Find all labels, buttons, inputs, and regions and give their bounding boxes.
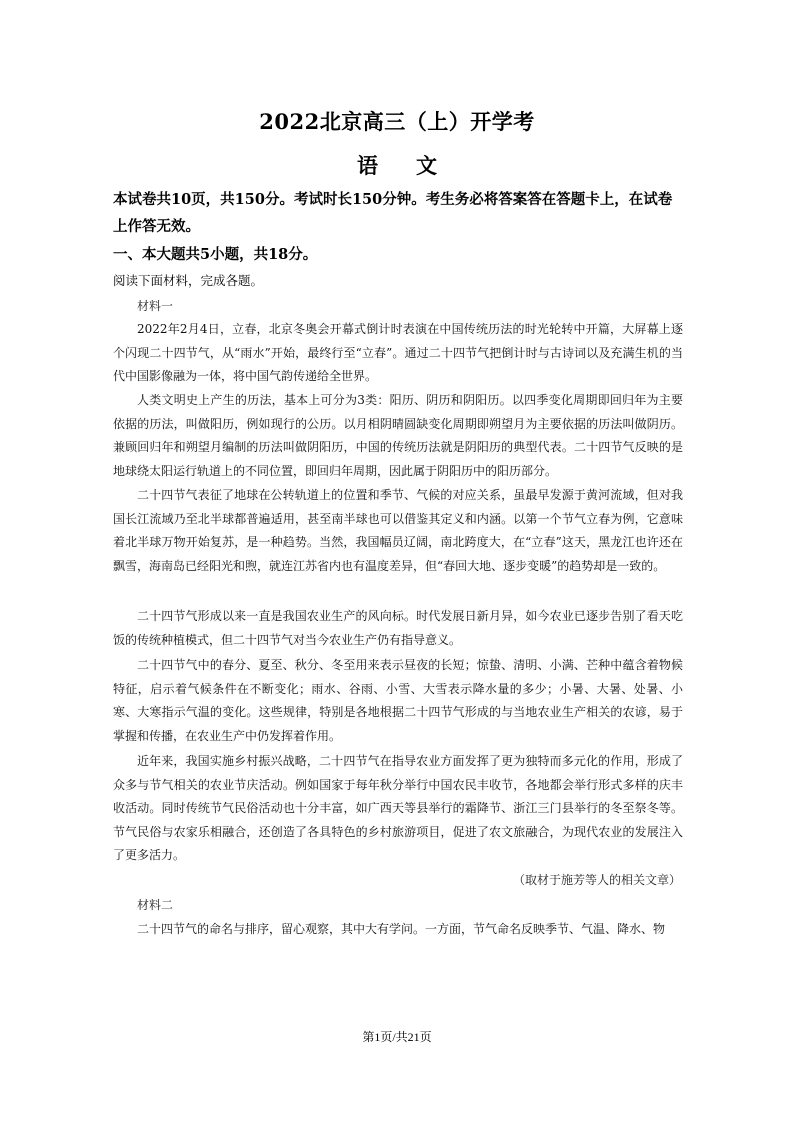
paragraph: 2022年2月4日，立春，北京冬奥会开幕式倒计时表演在中国传统历法的时光轮转中开篇，大屏幕上逐个闪现二十四节气，从“雨水”开始，最终行至“立春”。通过二十四节气把倒计时与古诗词以及充满生机的当代中国影像融为一体，将中国气韵传递给全世界。 [113,322,683,384]
reading-instruction: 阅读下面材料，完成各题。 [113,273,264,288]
exam-title: 2022北京高三（上）开学考 [259,109,535,134]
paragraph: 二十四节气的命名与排序，留心观察，其中大有学问。一方面，节气命名反映季节、气温、降水、物 [137,922,666,936]
section-heading: 一、本大题共5小题，共18分。 [113,246,318,263]
paragraph: 二十四节气形成以来一直是我国农业生产的风向标。时代发展日新月异，如今农业已逐步告别了看天吃饭的传统种植模式，但二十四节气对当今农业生产仍有指导意义。 [113,609,683,647]
material-1-label: 材料一 [137,299,174,313]
source-citation: （取材于施芳等人的相关文章） [512,873,681,887]
exam-notice: 本试卷共10页，共150分。考试时长150分钟。考生务必将答案答在答题卡上，在试卷上作答无效。 [113,191,673,235]
paragraph: 人类文明史上产生的历法，基本上可分为3类：阳历、阴历和阴阳历。以四季变化周期即回归年为主要依据的历法，叫做阳历，例如现行的公历。以月相阴晴圆缺变化周期即朔望月为主要依据的历法叫做阴历。兼顾回归年和朔望月编制的历法叫做阴阳历，中国的传统历法就是阴阳历的典型代表。二十四节气反映的是地球绕太阳运行轨道上的不同位置，即回归年周期，因此属于阴阳历中的阳历部分。 [113,393,683,478]
material-2-label: 材料二 [137,898,174,912]
paragraph: 二十四节气中的春分、夏至、秋分、冬至用来表示昼夜的长短；惊蛰、清明、小满、芒种中蕴含着物候特征，启示着气候条件在不断变化；雨水、谷雨、小雪、大雪表示降水量的多少；小暑、大暑、处暑、小寒、大寒指示气温的变化。这些规律，特别是各地根据二十四节气形成的与当地农业生产相关的农谚，易于掌握和传播，在农业生产中仍发挥着作用。 [113,658,683,743]
subject-title: 语文 [357,153,475,178]
paragraph: 二十四节气表征了地球在公转轨道上的位置和季节、气候的对应关系，虽最早发源于黄河流域，但对我国长江流域乃至北半球都普遍适用，甚至南半球也可以借鉴其定义和内涵。以第一个节气立春为例，它意味着北半球万物开始复苏，是一种趋势。当然，我国幅员辽阔，南北跨度大，在“立春”这天，黑龙江也许还在飘雪，海南岛已经阳光和煦，就连江苏省内也有温度差异，但“春回大地、逐步变暖”的趋势却是一致的。 [113,488,683,573]
page-number: 第1页/共21页 [362,1030,432,1044]
paragraph: 近年来，我国实施乡村振兴战略，二十四节气在指导农业方面发挥了更为独特而多元化的作用，形成了众多与节气相关的农业节庆活动。例如国家于每年秋分举行中国农民丰收节，各地都会举行形式多样的庆丰收活动。同时传统节气民俗活动也十分丰富，如广西天等县举行的霜降节、浙江三门县举行的冬至祭冬等。节气民俗与农家乐相融合，还创造了各具特色的乡村旅游项目，促进了农文旅融合，为现代农业的发展注入了更多活力。 [113,754,683,863]
